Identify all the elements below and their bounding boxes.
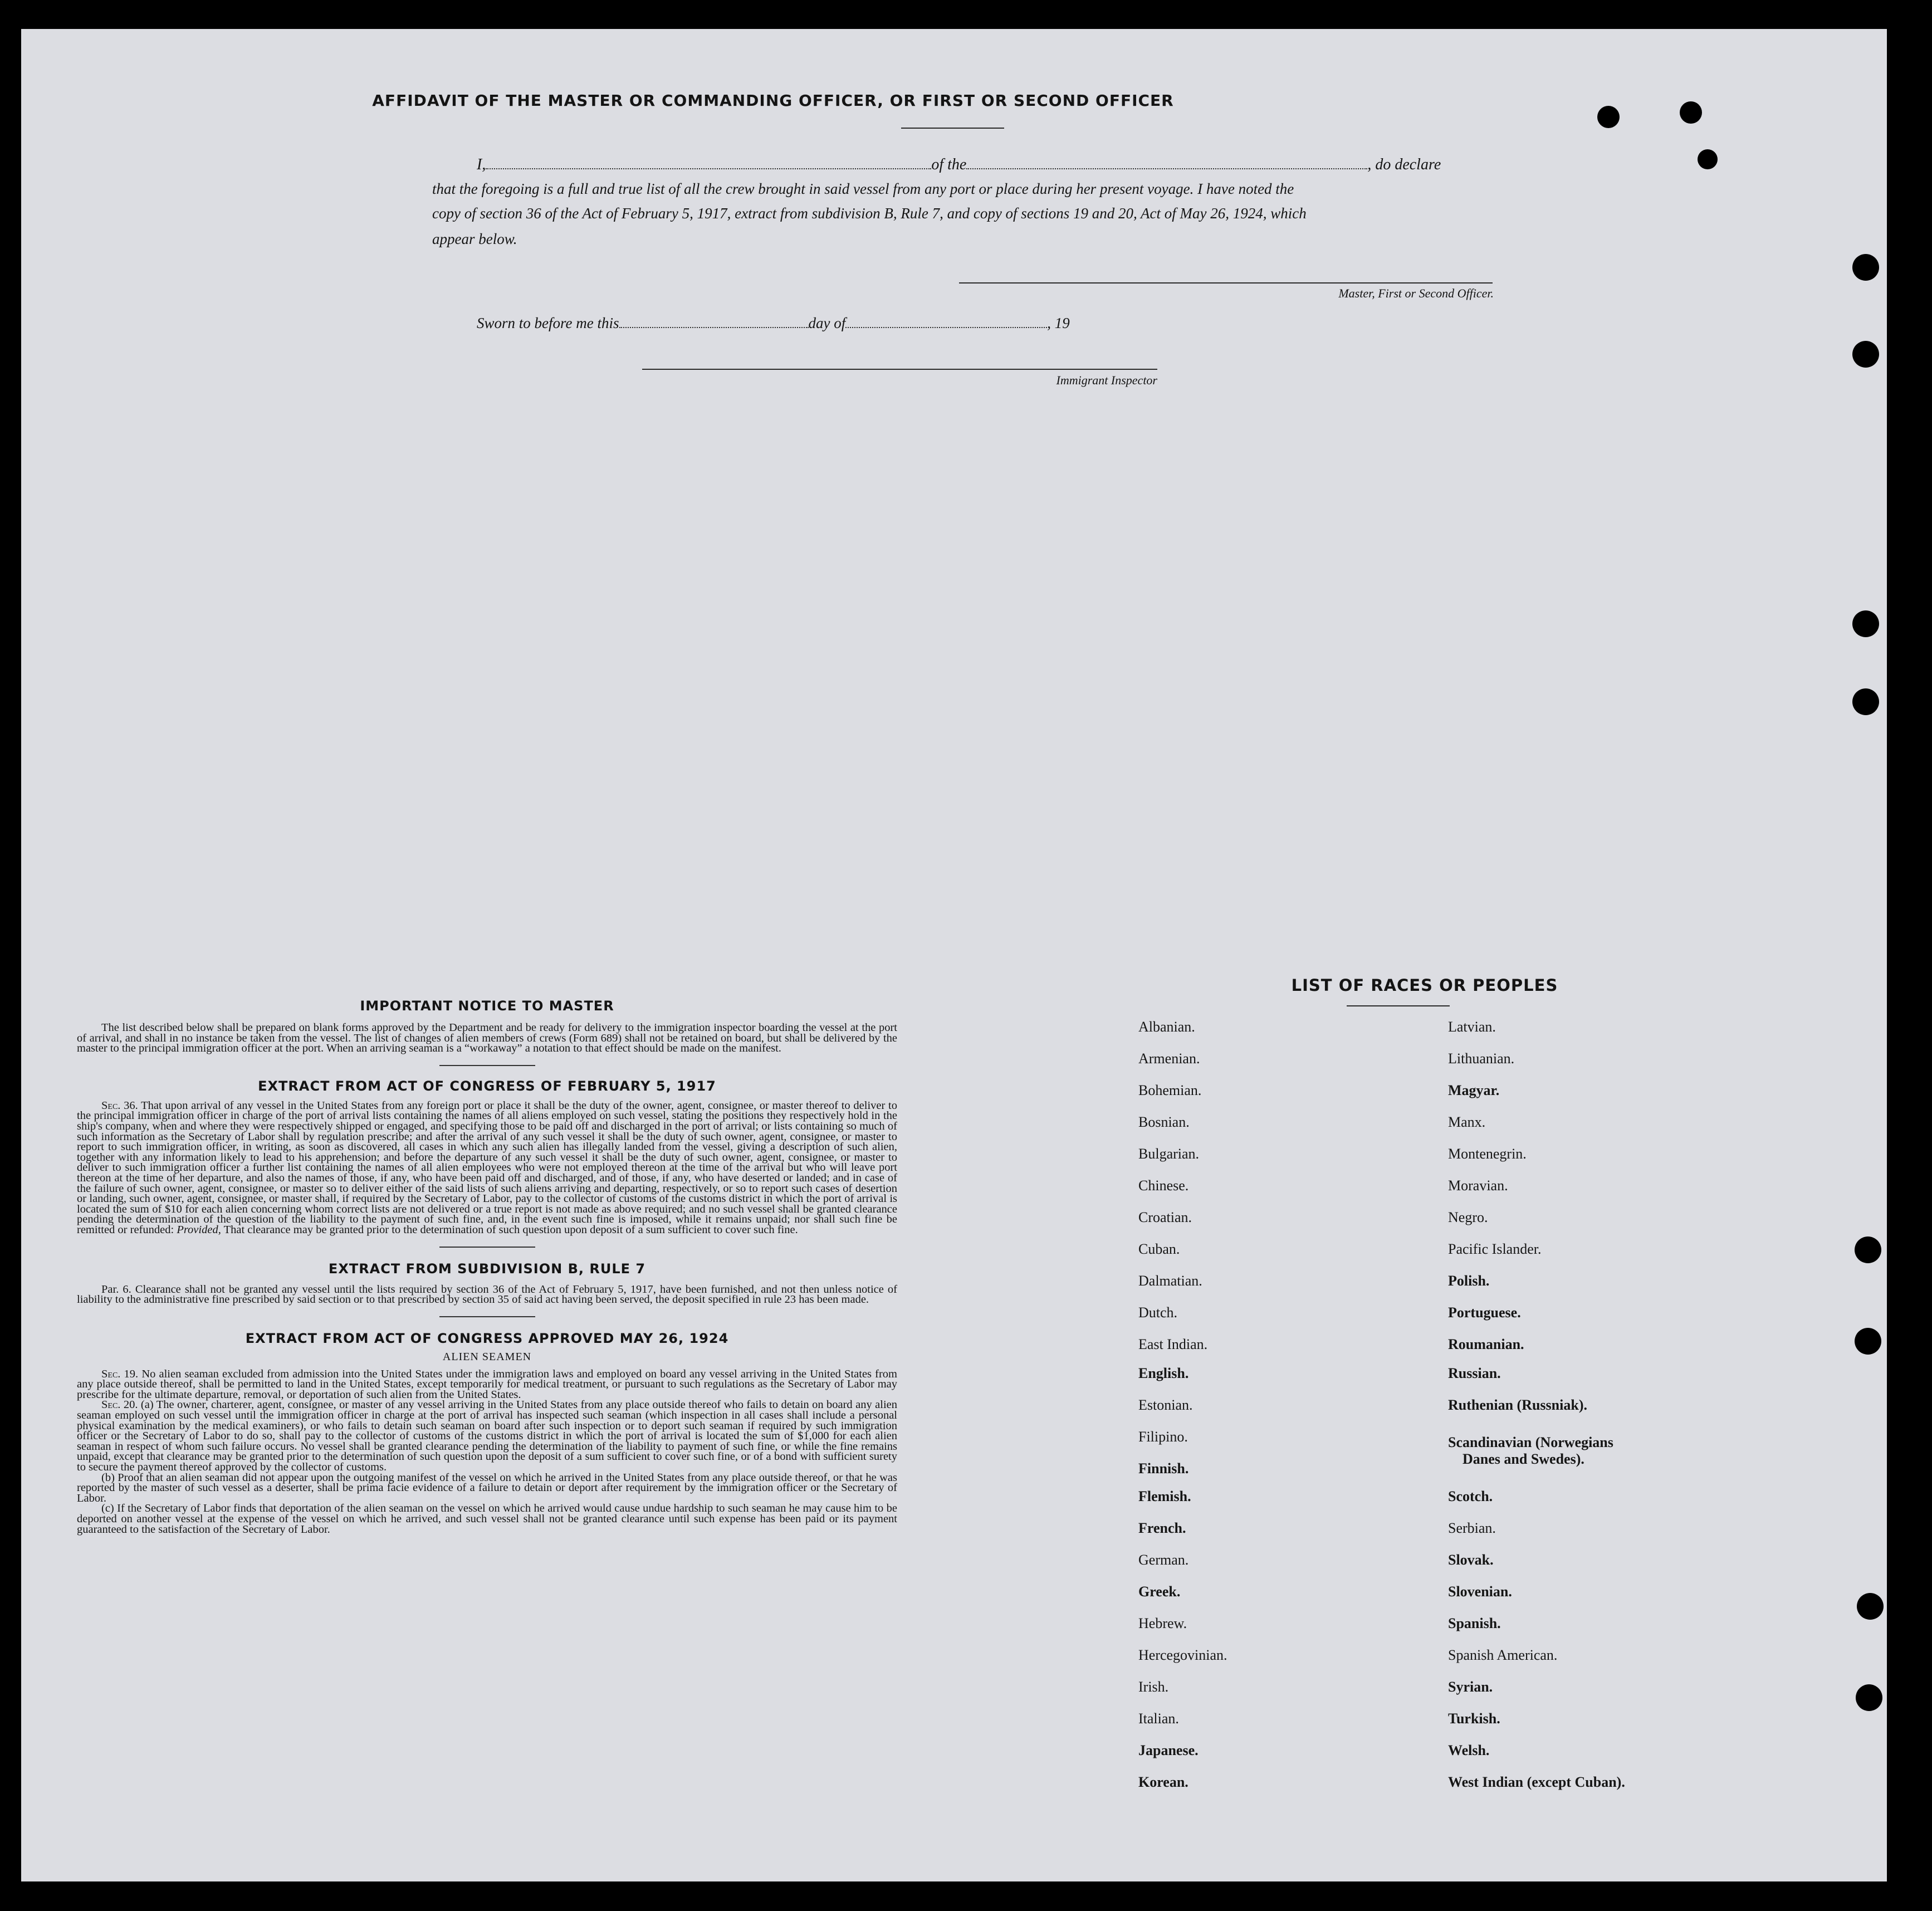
sworn-day-of: day of: [808, 315, 846, 331]
race-left-item: Italian.: [1138, 1710, 1179, 1727]
race-left-item: German.: [1138, 1552, 1189, 1568]
sworn-line: [477, 315, 1070, 332]
race-right-item: Montenegrin.: [1448, 1146, 1527, 1162]
race-right-item: Polish.: [1448, 1273, 1490, 1289]
notice-title: IMPORTANT NOTICE TO MASTER: [360, 998, 614, 1014]
inspector-line: [642, 369, 1157, 370]
affidavit-of-the: of the: [931, 156, 967, 173]
notice-divider: [439, 1065, 535, 1066]
sec-36-tail: That clearance may be granted prior to the determination of such question upon deposit of a sum sufficient to cover such fine.: [223, 1223, 798, 1236]
signature-line: [959, 282, 1493, 284]
sec-20-label: Sec. 20.: [101, 1399, 138, 1411]
extract-rule7-divider: [439, 1316, 535, 1317]
title-divider: [901, 128, 1004, 129]
race-left-item: Hebrew.: [1138, 1615, 1187, 1631]
race-right-item: Scotch.: [1448, 1488, 1493, 1504]
race-left-item: Chinese.: [1138, 1177, 1189, 1194]
race-left-item: Japanese.: [1138, 1742, 1199, 1758]
race-right-item: Magyar.: [1448, 1082, 1500, 1098]
punch-hole: [1852, 341, 1879, 368]
race-right-item: Ruthenian (Russniak).: [1448, 1397, 1587, 1413]
vessel-blank: [966, 165, 1367, 169]
legal-notices-column: [77, 998, 897, 1534]
punch-hole: [1852, 610, 1879, 637]
punch-hole: [1857, 1593, 1884, 1620]
race-left-item: Cuban.: [1138, 1241, 1180, 1257]
extract-1924-body: [77, 1369, 897, 1535]
races-divider: [1347, 1005, 1450, 1006]
sec-36-text: That upon arrival of any vessel in the United States from any foreign port or place it shall be the duty of the owner, agent, consignee, or master thereof to deliver to the principal immigration officer in charge of the port of arrival lists containing the names of all aliens employed on such vessel, stating the positions they respectively hold in the ship's company, when and where they were respectively shipped or engaged, and specifying those to be paid off and discharged in the port of arrival; or lists containing so much of such information as the Secretary of Labor shall by regulation prescribe; and after the arrival of any such vessel it shall be the duty of such owner, agent, consignee, or master to report to such immigration officer, in writing, as soon as discovered, all cases in which any such alien has illegally landed from the vessel, giving a description of such alien, together with any information likely to lead to his apprehension; and before the departure of any such vessel it shall be the duty of such owner, agent, consignee, or master to deliver to such immigration officer a further list containing the names of all alien employees who were not employed thereon at the time of the arrival but who will leave port thereon at the time of her departure, and also the names of those, if any, who have been paid off and discharged, and of those, if any, who have deserted or landed; and in case of the failure of such owner, agent, consignee, or master so to deliver either of the said lists of such aliens arriving and departing, respectively, or so to report such cases of desertion or landing, such owner, agent, consignee, or master shall, if required by the Secretary of Labor, pay to the collector of customs of the customs district in which the port of arrival is located the sum of $10 for each alien concerning whom correct lists are not delivered or a true report is not made as above required; and no such vessel shall be granted clearance pending the determination of the question of the liability to the payment of such fine, and, in the event such fine is imposed, while it remains unpaid; nor shall such fine be remitted or refunded:: [77, 1099, 897, 1236]
race-right-item: Scandinavian (Norwegians: [1448, 1434, 1613, 1450]
race-left-item: Bosnian.: [1138, 1114, 1190, 1130]
race-left-item: Bohemian.: [1138, 1082, 1202, 1098]
race-right-item: Slovak.: [1448, 1552, 1494, 1568]
race-right-item: Russian.: [1448, 1365, 1501, 1381]
affidavit-i: I,: [477, 156, 486, 173]
race-left-item: Filipino.: [1138, 1429, 1188, 1445]
race-right-item: Portuguese.: [1448, 1304, 1521, 1321]
race-left-item: Croatian.: [1138, 1209, 1192, 1225]
extract-rule7-title: EXTRACT FROM SUBDIVISION B, RULE 7: [328, 1260, 646, 1277]
race-left-item: Hercegovinian.: [1138, 1647, 1227, 1663]
race-right-item: Moravian.: [1448, 1177, 1508, 1194]
extract-1917-title: EXTRACT FROM ACT OF CONGRESS OF FEBRUARY 5, 1917: [258, 1078, 716, 1094]
extract-rule7-body: Par. 6. Clearance shall not be granted any vessel until the lists required by section 36 of the Act of February 5, 1917, have been furnished, and not then unless notice of liability to the administrative fine prescribed by said section or to that prescribed by section 35 of said act having been served, the deposit specified in rule 23 has been made.: [77, 1283, 897, 1306]
race-right-item: Lithuanian.: [1448, 1050, 1515, 1067]
sworn-text: Sworn to before me this: [477, 315, 619, 331]
punch-hole: [1852, 688, 1879, 715]
race-right-item: Roumanian.: [1448, 1336, 1524, 1352]
punch-hole: [1855, 1236, 1881, 1263]
affidavit-line-4: appear below.: [432, 231, 517, 247]
race-left-item: Korean.: [1138, 1774, 1188, 1790]
race-right-item: Slovenian.: [1448, 1583, 1512, 1600]
race-right-item: Turkish.: [1448, 1710, 1500, 1727]
affidavit-line-1: I, of the , do declare: [477, 156, 1441, 173]
race-left-item: Dalmatian.: [1138, 1273, 1202, 1289]
race-right-item: Spanish.: [1448, 1615, 1501, 1631]
race-left-item: Finnish.: [1138, 1460, 1189, 1477]
affidavit-line-2: that the foregoing is a full and true list of all the crew brought in said vessel from any port or place during her present voyage. I have noted the: [432, 180, 1294, 197]
race-left-item: English.: [1138, 1365, 1189, 1381]
notice-body: The list described below shall be prepared on blank forms approved by the Department and be ready for delivery to the immigration inspector boarding the vessel at the port of arrival, and shall in no instance be taken from the vessel. The list of changes of alien members of crews (Form 689) shall not be retained on board, but shall be delivered by the master to the principal immigration officer at the port. When an arriving seaman is a “workaway” a notation to that effect should be made on the manifest.: [77, 1022, 897, 1055]
sec-20a-text: (a) The owner, charterer, agent, consignee, or master of any vessel arriving in the United States from any place outside thereof who fails to detain on board any alien seaman employed on such vessel until the immigration officer in charge at the port of arrival has inspected such seaman (which inspection in all cases shall include a personal physical examination by the medical examiners), or who fails to detain such seaman on board after such inspection or to deport such seaman if required by such immigration officer or the Secretary of Labor to do so, shall pay to the collector of customs of the customs district in which the port of arrival is located the sum of $1,000 for each alien seaman in respect of whom such failure occurs. No vessel shall be granted clearance pending the determination of the liability to payment of such fine, or while the fine remains unpaid, except that clearance may be granted prior to the determination of such question upon the deposit of a sum sufficient to cover such fine, or of a bond with sufficient surety to secure the payment thereof approved by the collector of customs.: [77, 1399, 897, 1474]
extract-1924-title: EXTRACT FROM ACT OF CONGRESS APPROVED MAY 26, 1924: [245, 1330, 729, 1346]
race-right-item: Pacific Islander.: [1448, 1241, 1542, 1257]
race-right-item: Latvian.: [1448, 1019, 1496, 1035]
race-right-item: Spanish American.: [1448, 1647, 1558, 1663]
race-left-item: Greek.: [1138, 1583, 1181, 1600]
punch-hole: [1855, 1328, 1881, 1355]
sec-19-label: Sec. 19.: [101, 1367, 139, 1380]
punch-hole: [1698, 149, 1718, 169]
affidavit-title: AFFIDAVIT OF THE MASTER OR COMMANDING OFFICER, OR FIRST OR SECOND OFFICER: [372, 91, 1174, 110]
race-left-item: French.: [1138, 1520, 1186, 1536]
race-right-item: Manx.: [1448, 1114, 1486, 1130]
race-right-item: West Indian (except Cuban).: [1448, 1774, 1625, 1790]
race-right-item: Danes and Swedes).: [1463, 1451, 1584, 1467]
race-right-item: Welsh.: [1448, 1742, 1490, 1758]
form-page: [21, 29, 1887, 1881]
punch-hole: [1597, 106, 1620, 128]
race-right-item: Negro.: [1448, 1209, 1488, 1225]
race-right-item: Serbian.: [1448, 1520, 1496, 1536]
signature-label: Master, First or Second Officer.: [1338, 286, 1494, 300]
punch-hole: [1856, 1684, 1882, 1711]
sec-19-text: No alien seaman excluded from admission into the United States under the immigration laws and employed on board any vessel arriving in the United States from any place outside thereof, shall be permitted to land in the United States, except temporarily for medical treatment, or pursuant to such regulations as the Secretary of Labor may prescribe for the ultimate departure, removal, or deportation of such alien from the United States.: [77, 1367, 898, 1401]
punch-hole: [1852, 254, 1879, 281]
extract-1924-subtitle: ALIEN SEAMEN: [442, 1350, 532, 1363]
race-left-item: Estonian.: [1138, 1397, 1193, 1413]
race-left-item: Armenian.: [1138, 1050, 1200, 1067]
affidavit-declare: do declare: [1375, 156, 1441, 173]
sec-20c-text: (c) If the Secretary of Labor finds that deportation of the alien seaman on the vessel on which he arrived would cause undue hardship to such seaman he may cause him to be deported on another vessel at the expense of the vessel on which he arrived, and such vessel shall not be granted clearance until such expense has been paid or its payment guaranteed to the satisfaction of the Secretary of Labor.: [77, 1502, 897, 1536]
race-left-item: Bulgarian.: [1138, 1146, 1200, 1162]
race-left-item: Flemish.: [1138, 1488, 1191, 1504]
affidavit-line-3: copy of section 36 of the Act of February 5, 1917, extract from subdivision B, Rule 7, and copy of sections 19 and 20, Act of May 26, 1924, which: [432, 205, 1307, 222]
races-title: LIST OF RACES OR PEOPLES: [1291, 976, 1558, 995]
race-left-item: Albanian.: [1138, 1019, 1195, 1035]
sec-36-provided: Provided,: [177, 1223, 221, 1236]
month-blank: [845, 324, 1047, 328]
race-left-item: Dutch.: [1138, 1304, 1178, 1321]
sec-20b-text: (b) Proof that an alien seaman did not appear upon the outgoing manifest of the vessel on which he arrived in the United States from any place outside thereof, or that he was reported by the master of such vessel as a deserter, shall be prima facie evidence of a failure to detain or deport after requirement by the immigration officer or the Secretary of Labor.: [77, 1471, 897, 1504]
name-blank: [486, 165, 931, 169]
race-left-item: East Indian.: [1138, 1336, 1208, 1352]
extract-1917-body: [77, 1101, 897, 1235]
inspector-label: Immigrant Inspector: [1056, 373, 1157, 387]
sec-36-label: Sec. 36.: [101, 1099, 138, 1112]
extract-1917-divider: [439, 1247, 535, 1248]
race-left-item: Irish.: [1138, 1679, 1169, 1695]
day-blank: [619, 324, 809, 328]
punch-hole: [1680, 101, 1702, 124]
sworn-year: , 19: [1047, 315, 1070, 331]
race-right-item: Syrian.: [1448, 1679, 1493, 1695]
